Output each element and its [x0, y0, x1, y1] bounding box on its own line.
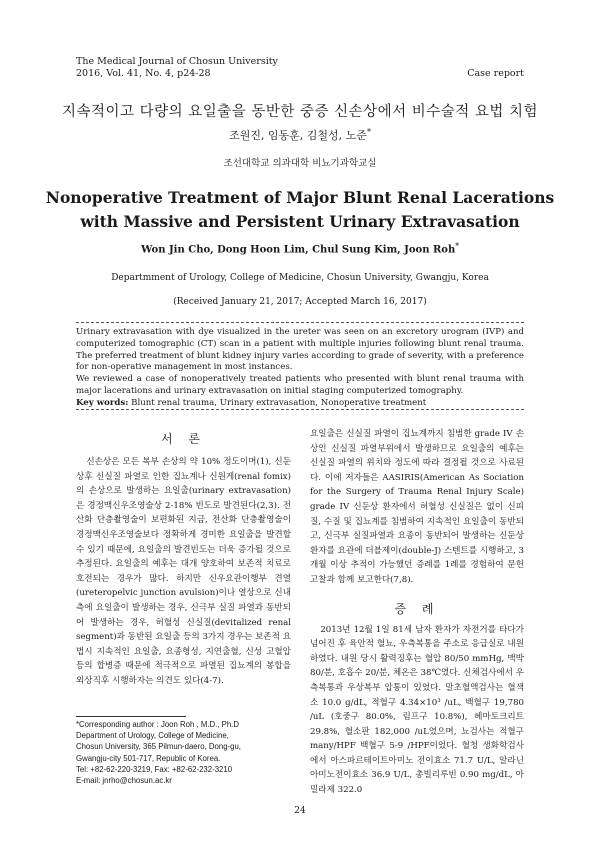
journal-volume: 2016, Vol. 41, No. 4, p24-28: [76, 68, 211, 79]
case-paragraph: 2013년 12월 1일 81세 남자 환자가 자전거를 타다가 넘어진 후 육안적 혈뇨, 우측복통을 주소로 응급실로 내원하였다. 내원 당시 활력징후는 혈압 80/50 mmHg, 맥박 80/분, 호흡수 20/분, 체온은 38℃였다. 신체검사에서 우측복통과 우상복부 압통이 있었다. 말초혈액검사는 혈색소 10.0 g/dL, 적혈구 4.34×10³ /uL, 백혈구 19,780 /uL (호중구 80.0%, 림프구 10.8%), 헤마토크리트 29.8%, 혈소판 182,000 /uL였으며, 뇨검사는 적혈구 many/HPF 백혈구 5-9 /HPF이었다. 혈청 생화학검사에서 아스파르테이트아미노 전이효소 71.7 U/L, 알라닌아미노전이효소 36.9 U/L, 총빌리루빈 0.90 mg/dL, 아밀라제 322.0: [310, 624, 524, 796]
intro-heading: 서 론: [161, 432, 206, 446]
right-intro-body: [310, 427, 524, 588]
journal-name: The Medical Journal of Chosun University: [76, 56, 278, 67]
korean-author-names: 조원진, 임동훈, 김철성, 노준: [229, 129, 367, 142]
english-title-line2: with Massive and Persistent Urinary Extravasation: [80, 212, 520, 231]
english-author-mark: *: [455, 241, 459, 250]
right-column: [310, 427, 524, 798]
korean-affiliation: 조선대학교 의과대학 비뇨기과학교실: [223, 158, 377, 169]
keywords-label: Key words:: [76, 397, 129, 408]
article-type: Case report: [467, 68, 524, 79]
corr-line-6: E-mail: jnrho@chosun.ac.kr: [76, 776, 172, 786]
english-authors: [0, 241, 600, 255]
page-number: 24: [294, 806, 306, 816]
abstract-paragraph-1: Urinary extravasation with dye visualized in the ureter was seen on an excretory urogram (IVP) and computerized tomographic (CT) scan in a patient with multiple injuries following blunt renal trauma. The preferred treatment of blunt kidney injury varies according to grade of severity, with a preference for non-operative management in most instances.: [76, 327, 524, 373]
keywords: [76, 398, 524, 410]
journal-header: [76, 56, 278, 80]
keywords-text: Blunt renal trauma, Urinary extravasation, Nonoperative treatment: [128, 397, 427, 408]
abstract-top-divider: [76, 322, 524, 323]
corr-line-2: Department of Urology, College of Medicine,: [76, 731, 229, 741]
case-body: [310, 623, 524, 798]
case-heading: 증 례: [394, 601, 440, 616]
korean-authors: [0, 127, 600, 143]
received-dates: (Received January 21, 2017; Accepted March 16, 2017): [173, 297, 427, 307]
english-author-names: Won Jin Cho, Dong Hoon Lim, Chul Sung Kim, Joon Roh: [141, 244, 456, 256]
right-intro-paragraph: 요일출은 신실질 파열이 집뇨계까지 침범한 grade IV 손상인 신실질 파열부위에서 발생하므로 요일출의 예후는 신실질 파열의 위치와 정도에 따라 결정될 것으로 사료된다. 이에 저자들은 AASIRIS(American As Sociation for the Surgery of Trauma Renal Injury Scale) grade IV 신둔상 환자에서 허혈성 신실질은 없이 신피질, 수질 및 집뇨계를 침범하여 지속적인 요일출이 동반되고, 신극부 실질파열과 요종이 동반되어 발생하는 신둔상 환자를 요관에 더블제이(double-J) 스텐트를 시행하고, 3개월 이상 추적이 가능했던 증례를 1례를 경험하여 문헌고찰과 함께 보고한다(7,8).: [310, 429, 524, 585]
intro-paragraph: 신손상은 모든 복부 손상의 약 10% 정도이며(1), 신둔상후 신실질 파열로 인한 집뇨계나 신원게(renal fomix)의 손상으로 발생하는 요일출(urinary extravasation)은 경정맥신우조영술상 2-18% 빈도로 발견된다(2,3). 전산화 단층촬영술이 보편화된 지금, 전산화 단층촬영술이 경정맥신우조영술보다 정확하게 경미한 요일출을 발견할 수 있기 때문에, 요일출의 발견빈도는 더욱 증가될 것으로 추정된다. 요일출의 예후는 대개 양호하여 보존적 치료로 호전되는 경우가 많다. 하지만 신우요관이행부 견열(ureteropelvic junction avulsion)이나 열상으로 신내측에 요일출이 발생하는 경우, 신극부 실질 파열과 동반되어 발생하는 경우, 허혈성 신실질(devitalized renal segment)과 동반된 요일출 등의 3가지 경우는 보존적 요법시 지속적인 요일출, 요종형성, 지연출혈, 신성 고혈압 등의 합병증 때문에 적극적으로 파열된 집뇨계의 봉합을 외상직후 시행하자는 의견도 있다(4-7).: [76, 457, 291, 686]
korean-author-mark: *: [366, 127, 371, 137]
korean-title: 지속적이고 다량의 요일출을 동반한 중증 신손상에서 비수술적 요법 치험: [61, 104, 539, 120]
corr-line-3: Chosun University, 365 Pilmun-daero, Dong-gu,: [76, 742, 241, 752]
english-affiliation: Departmment of Urology, College of Medicine, Chosun University, Gwangju, Korea: [111, 273, 489, 283]
english-title-line1: Nonoperative Treatment of Major Blunt Renal Lacerations: [45, 188, 555, 207]
correspondence-footnote: [76, 719, 296, 786]
abstract: [76, 327, 524, 410]
footnote-rule: [76, 716, 186, 717]
corr-line-5: Tel: +82-62-220-3219, Fax: +82-62-232-3210: [76, 764, 233, 774]
english-title: [0, 186, 600, 234]
intro-body: [76, 455, 291, 689]
intro-section: [76, 430, 291, 689]
abstract-paragraph-2: We reviewed a case of nonoperatively treated patients who presented with blunt renal trauma with major lacerations and urinary extravasation on initial staging computerized tomography.: [76, 374, 524, 396]
corr-line-1: *Corresponding author : Joon Roh , M.D., Ph.D: [76, 720, 239, 729]
corr-line-4: Gwangju-city 501-717, Republic of Korea.: [76, 753, 221, 763]
abstract-bottom-divider: [76, 409, 524, 410]
